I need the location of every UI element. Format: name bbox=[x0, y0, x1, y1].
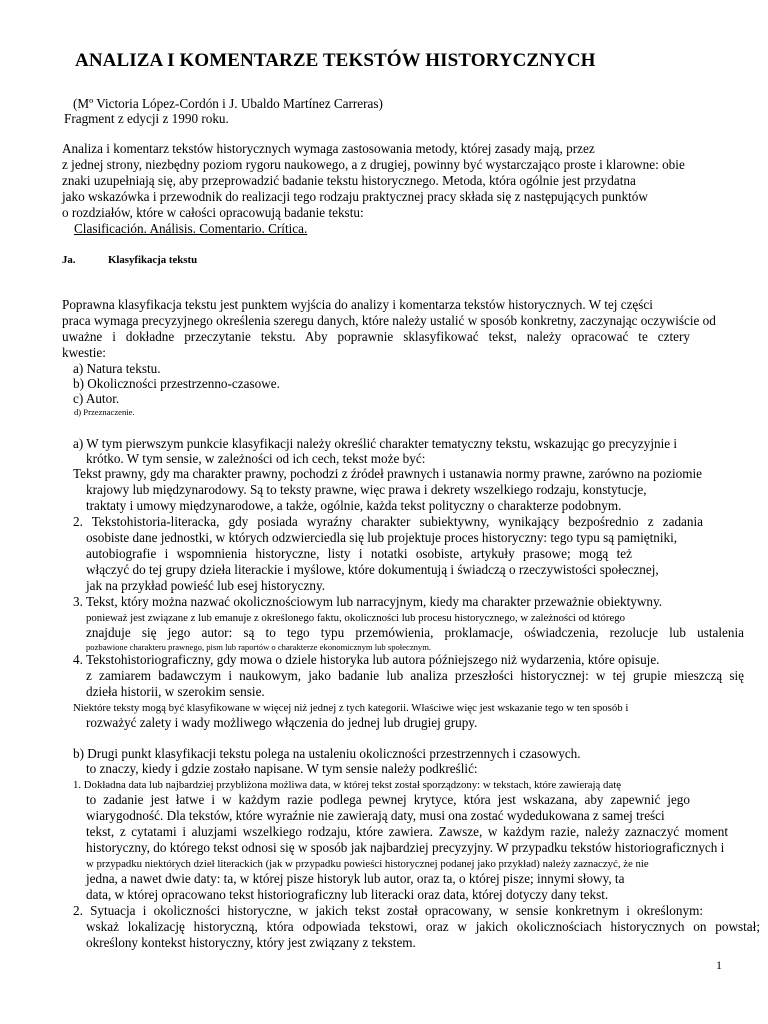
section-title: Klasyfikacja tekstu bbox=[108, 254, 198, 266]
point-b-line: jedna, a nawet dwie daty: ta, w której pisze historyk lub autor, oraz ta, o której pisze; innymi słowy, ta bbox=[86, 871, 625, 886]
point-b-line: tekst, z cytatami i aluzjami wszelkiego rodzaju, które zawiera. Zawsze, w każdym razie, należy zaznaczyć moment bbox=[86, 824, 728, 839]
point-a-line: z zamiarem badawczym i naukowym, jako badanie lub analiza przeszłości historycznej: w tej grupie mieszczą się bbox=[86, 668, 744, 683]
list-item-b: b) Okoliczności przestrzenno-czasowe. bbox=[73, 376, 280, 391]
point-b-line: wskaż lokalizację historyczną, która odpowiada tekstowi, oraz w jakich okolicznościach historycznych on powstał; bbox=[86, 919, 760, 934]
section-intro-line: uważne i dokładne przeczytanie tekstu. Aby poprawnie sklasyfikować tekst, należy opracować te cztery bbox=[62, 329, 690, 344]
point-a-line: pozbawione charakteru prawnego, pism lub raportów o charakterze ekonomicznym lub społecznym. bbox=[86, 642, 432, 652]
point-a-line: krótko. W tym sensie, w zależności od ich cech, tekst może być: bbox=[86, 451, 426, 466]
point-a-line: traktaty i umowy międzynarodowe, a także, ogólnie, każda tekst polityczny o charakterze podobnym. bbox=[86, 498, 622, 513]
list-item-d: d) Przeznaczenie. bbox=[74, 407, 135, 417]
point-a-line: włączyć do tej grupy dzieła literackie i myślowe, które dokumentują i świadczą o rzeczywistości społecznej, bbox=[86, 562, 659, 577]
point-a-line: ponieważ jest związane z lub emanuje z określonego faktu, okoliczności lub procesu historycznego, w zależności od którego bbox=[86, 612, 626, 624]
document-title: ANALIZA I KOMENTARZE TEKSTÓW HISTORYCZNYCH bbox=[75, 50, 596, 71]
intro-line: o rozdziałów, które w całości opracowują badanie tekstu: bbox=[62, 205, 364, 220]
point-a-line: znajduje się jego autor: są to tego typu przemówienia, proklamacje, oświadczenia, rezolucje lub ustalenia bbox=[86, 625, 744, 640]
point-b-line: to zadanie jest łatwe i w każdym razie podlega pewnej krytyce, która jest wskazana, aby zapewnić jego bbox=[86, 792, 690, 807]
section-intro-line: Poprawna klasyfikacja tekstu jest punktem wyjścia do analizy i komentarza tekstów historycznych. W tej części bbox=[62, 297, 653, 312]
point-b-line: data, w której opracowano tekst historiograficzny lub literacki oraz data, której dotyczy dany tekst. bbox=[86, 887, 609, 902]
point-a-line: osobiste dane jednostki, w których odzwierciedla się lub projektuje proces historyczny: tego typu są pamiętniki, bbox=[86, 530, 678, 545]
point-b-line: to znaczy, kiedy i gdzie zostało napisane. W tym sensie należy podkreślić: bbox=[86, 761, 478, 776]
point-b-line: b) Drugi punkt klasyfikacji tekstu polega na ustaleniu okoliczności przestrzennych i czasowych. bbox=[73, 746, 581, 761]
point-a-line: 4. Tekstohistoriograficzny, gdy mowa o dziele historyka lub autora późniejszego niż wydarzenia, które opisuje. bbox=[73, 652, 660, 667]
point-b-line: historyczny, do którego tekst odnosi się w sposób jak najbardziej precyzyjny. W przypadku tekstów historiograficznych i bbox=[86, 840, 725, 855]
section-number: Ja. bbox=[62, 254, 76, 266]
point-b-line: określony kontekst historyczny, który jest związany z tekstem. bbox=[86, 935, 416, 950]
point-a-line: rozważyć zalety i wady możliwego włączenia do jednej lub drugiej grupy. bbox=[86, 715, 478, 730]
point-b-line: 2. Sytuacja i okoliczności historyczne, w jakich tekst został opracowany, w sensie konkretnym i określonym: bbox=[73, 903, 703, 918]
point-a-line: a) W tym pierwszym punkcie klasyfikacji należy określić charakter tematyczny tekstu, wskazując go precyzyjnie i bbox=[73, 436, 678, 451]
page-number: 1 bbox=[716, 958, 722, 972]
point-a-line: krajowy lub międzynarodowy. Są to teksty prawne, więc prawa i dekrety wszelkiego rodzaju, konstytucje, bbox=[86, 482, 647, 497]
intro-line: znaki uzupełniają się, aby przeprowadzić badanie tekstu historycznego. Metoda, która ogólnie jest przydatna bbox=[62, 173, 636, 188]
fragment-line: Fragment z edycji z 1990 roku. bbox=[64, 111, 229, 126]
intro-line: z jednej strony, niezbędny poziom rygoru naukowego, a z drugiej, powinny być wystarczająco proste i klarowne: obie bbox=[62, 157, 685, 172]
point-a-line: 2. Tekstohistoria-literacka, gdy posiada wyraźny charakter subiektywny, wynikający bezpośrednio z zadania bbox=[73, 514, 703, 529]
point-a-line: jak na przykład powieść lub esej historyczny. bbox=[86, 578, 326, 593]
list-item-a: a) Natura tekstu. bbox=[73, 361, 161, 376]
method-steps: Clasificación. Análisis. Comentario. Crítica. bbox=[74, 221, 308, 236]
section-intro-line: praca wymaga precyzyjnego określenia szeregu danych, które należy ustalić w sposób konkretny, zaczynając oczywiście od bbox=[62, 313, 716, 328]
point-b-line: wiarygodność. Dla tekstów, które wyraźnie nie zawierają daty, musi ona zostać wydedukowana z samej treści bbox=[86, 808, 665, 823]
point-b-line: w przypadku niektórych dzieł literackich (jak w przypadku powieści historycznej podanej jako przykład) należy zaznaczyć, że nie bbox=[86, 858, 649, 870]
list-item-c: c) Autor. bbox=[73, 391, 120, 406]
intro-line: jako wskazówka i przewodnik do realizacji tego rodzaju praktycznej pracy składa się z następujących punktów bbox=[62, 189, 648, 204]
point-a-line: 3. Tekst, który można nazwać okolicznościowym lub narracyjnym, kiedy ma charakter przeważnie obiektywny. bbox=[73, 594, 663, 609]
point-a-line: Tekst prawny, gdy ma charakter prawny, pochodzi z źródeł prawnych i ustanawia normy prawne, zarówno na poziomie bbox=[73, 466, 703, 481]
point-b-line: 1. Dokładna data lub najbardziej przybliżona możliwa data, w której tekst został sporządzony: w tekstach, które zawierają datę bbox=[73, 779, 622, 791]
section-intro-line: kwestie: bbox=[62, 345, 106, 360]
point-a-line: Niektóre teksty mogą być klasyfikowane w więcej niż jednej z tych kategorii. Właściwe więc jest wskazanie tego w ten sposób i bbox=[73, 702, 629, 714]
intro-line: Analiza i komentarz tekstów historycznych wymaga zastosowania metody, której zasady mają, przez bbox=[62, 141, 595, 156]
point-a-line: dzieła historii, w szerokim sensie. bbox=[86, 684, 265, 699]
authors-line: (Mº Victoria López-Cordón i J. Ubaldo Martínez Carreras) bbox=[73, 96, 383, 111]
point-a-line: autobiografie i wspomnienia historyczne, listy i notatki osobiste, artykuły prasowe; mogą też bbox=[86, 546, 632, 561]
